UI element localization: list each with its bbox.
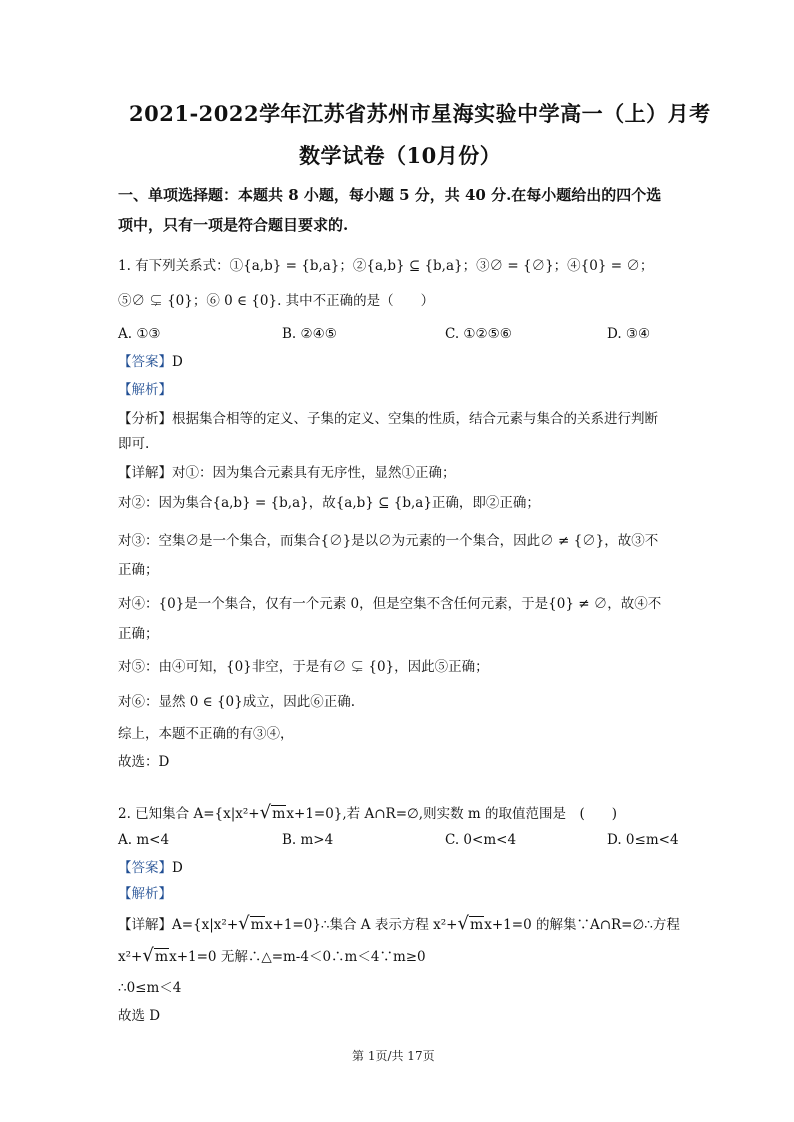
q1-detail-3a: 对③：空集∅是一个集合，而集合{∅}是以∅为元素的一个集合，因此∅ ≠ {∅}，故③不 — [118, 533, 659, 549]
q2-answer-tag: 【答案】 — [118, 860, 172, 876]
q2-stem — [118, 802, 617, 822]
q1-detail-1: 【详解】对①：因为集合元素具有无序性，显然①正确； — [118, 465, 456, 481]
q2-option-a: A. m<4 — [118, 832, 170, 848]
q2-choose: 故选 D — [118, 1008, 161, 1024]
q2-stem-prefix: 2. 已知集合 A={x|x²+ — [118, 806, 260, 822]
section-heading-line1: 一、单项选择题：本题共 8 小题，每小题 5 分，共 40 分.在每小题给出的四个选 — [118, 186, 662, 204]
q2-option-d: D. 0≤m<4 — [607, 832, 679, 848]
section-heading-line2: 项中，只有一项是符合题目要求的. — [118, 216, 349, 234]
q2-detail-line3: ∴0≤m＜4 — [118, 980, 182, 996]
q1-option-b: B. ②④⑤ — [282, 326, 337, 342]
q2-detail-l2-b: x+1=0 无解∴△=m-4＜0∴m＜4∵m≥0 — [169, 949, 426, 965]
q1-option-a: A. ①③ — [118, 326, 161, 342]
q1-answer-tag: 【答案】 — [118, 354, 172, 370]
q2-stem-sqrt-radicand: m — [272, 806, 286, 822]
q1-option-d: D. ③④ — [607, 326, 651, 342]
q1-answer — [118, 350, 183, 370]
q2-detail-l1-a: 【详解】A={x|x²+ — [118, 917, 239, 933]
page-footer: 第 1页/共 17页 — [352, 1049, 435, 1063]
q1-detail-5: 对⑤：由④可知，{0}非空，于是有∅ ⊊ {0}，因此⑤正确； — [118, 659, 489, 675]
sqrt-icon: √m — [142, 945, 169, 966]
q1-choose: 故选：D — [118, 754, 170, 770]
q1-stem-line1: 1. 有下列关系式：①{a,b} = {b,a}；②{a,b} ⊆ {b,a}；③∅ = {∅}；④{0} = ∅； — [118, 258, 654, 274]
q1-fenxi-line1: 【分析】根据集合相等的定义、子集的定义、空集的性质，结合元素与集合的关系进行判断 — [118, 411, 658, 427]
q2-detail-l1-c: x+1=0 的解集∵A∩R=∅∴方程 — [484, 917, 680, 933]
q1-detail-6: 对⑥：显然 0 ∈ {0}成立，因此⑥正确. — [118, 694, 356, 710]
q1-summary: 综上，本题不正确的有③④， — [118, 726, 294, 742]
q2-sqrt-m-3: m — [154, 949, 169, 965]
q2-answer — [118, 856, 183, 876]
q2-sqrt-m-1: m — [250, 917, 264, 933]
q1-analysis-tag: 【解析】 — [118, 382, 172, 398]
q1-stem-line2: ⑤∅ ⊊ {0}；⑥ 0 ∈ {0}. 其中不正确的是（ ） — [118, 293, 435, 309]
q1-detail-3b: 正确； — [118, 562, 159, 578]
q1-fenxi-line2: 即可. — [118, 436, 150, 452]
q2-option-b: B. m>4 — [282, 832, 334, 848]
q2-analysis-tag: 【解析】 — [118, 886, 172, 902]
q2-detail-l2-a: x²+ — [118, 949, 143, 965]
q1-detail-4a: 对④：{0}是一个集合，仅有一个元素 0，但是空集不含任何元素，于是{0} ≠ ∅，故④不 — [118, 596, 662, 612]
q1-option-c: C. ①②⑤⑥ — [445, 326, 512, 342]
q2-detail-l1-b: x+1=0}∴集合 A 表示方程 x²+ — [264, 917, 458, 933]
q1-answer-value: D — [172, 354, 183, 370]
q2-stem-suffix: x+1=0},若 A∩R=∅,则实数 m 的取值范围是 ( ) — [286, 806, 617, 822]
q2-detail-line1 — [118, 913, 680, 933]
q2-detail-line2 — [118, 945, 426, 965]
sqrt-icon: √m — [238, 913, 264, 934]
sqrt-icon: √m — [259, 802, 286, 823]
sqrt-icon: √m — [457, 913, 484, 934]
q1-detail-4b: 正确； — [118, 626, 159, 642]
q1-detail-2: 对②：因为集合{a,b} = {b,a}，故{a,b} ⊆ {b,a}正确，即②正确； — [118, 495, 540, 511]
page-title-line1: 2021-2022学年江苏省苏州市星海实验中学高一（上）月考 — [129, 101, 711, 126]
q2-sqrt-m-2: m — [469, 917, 484, 933]
q2-option-c: C. 0<m<4 — [445, 832, 517, 848]
page-title-line2: 数学试卷（10月份） — [299, 143, 502, 168]
q2-answer-value: D — [172, 860, 183, 876]
